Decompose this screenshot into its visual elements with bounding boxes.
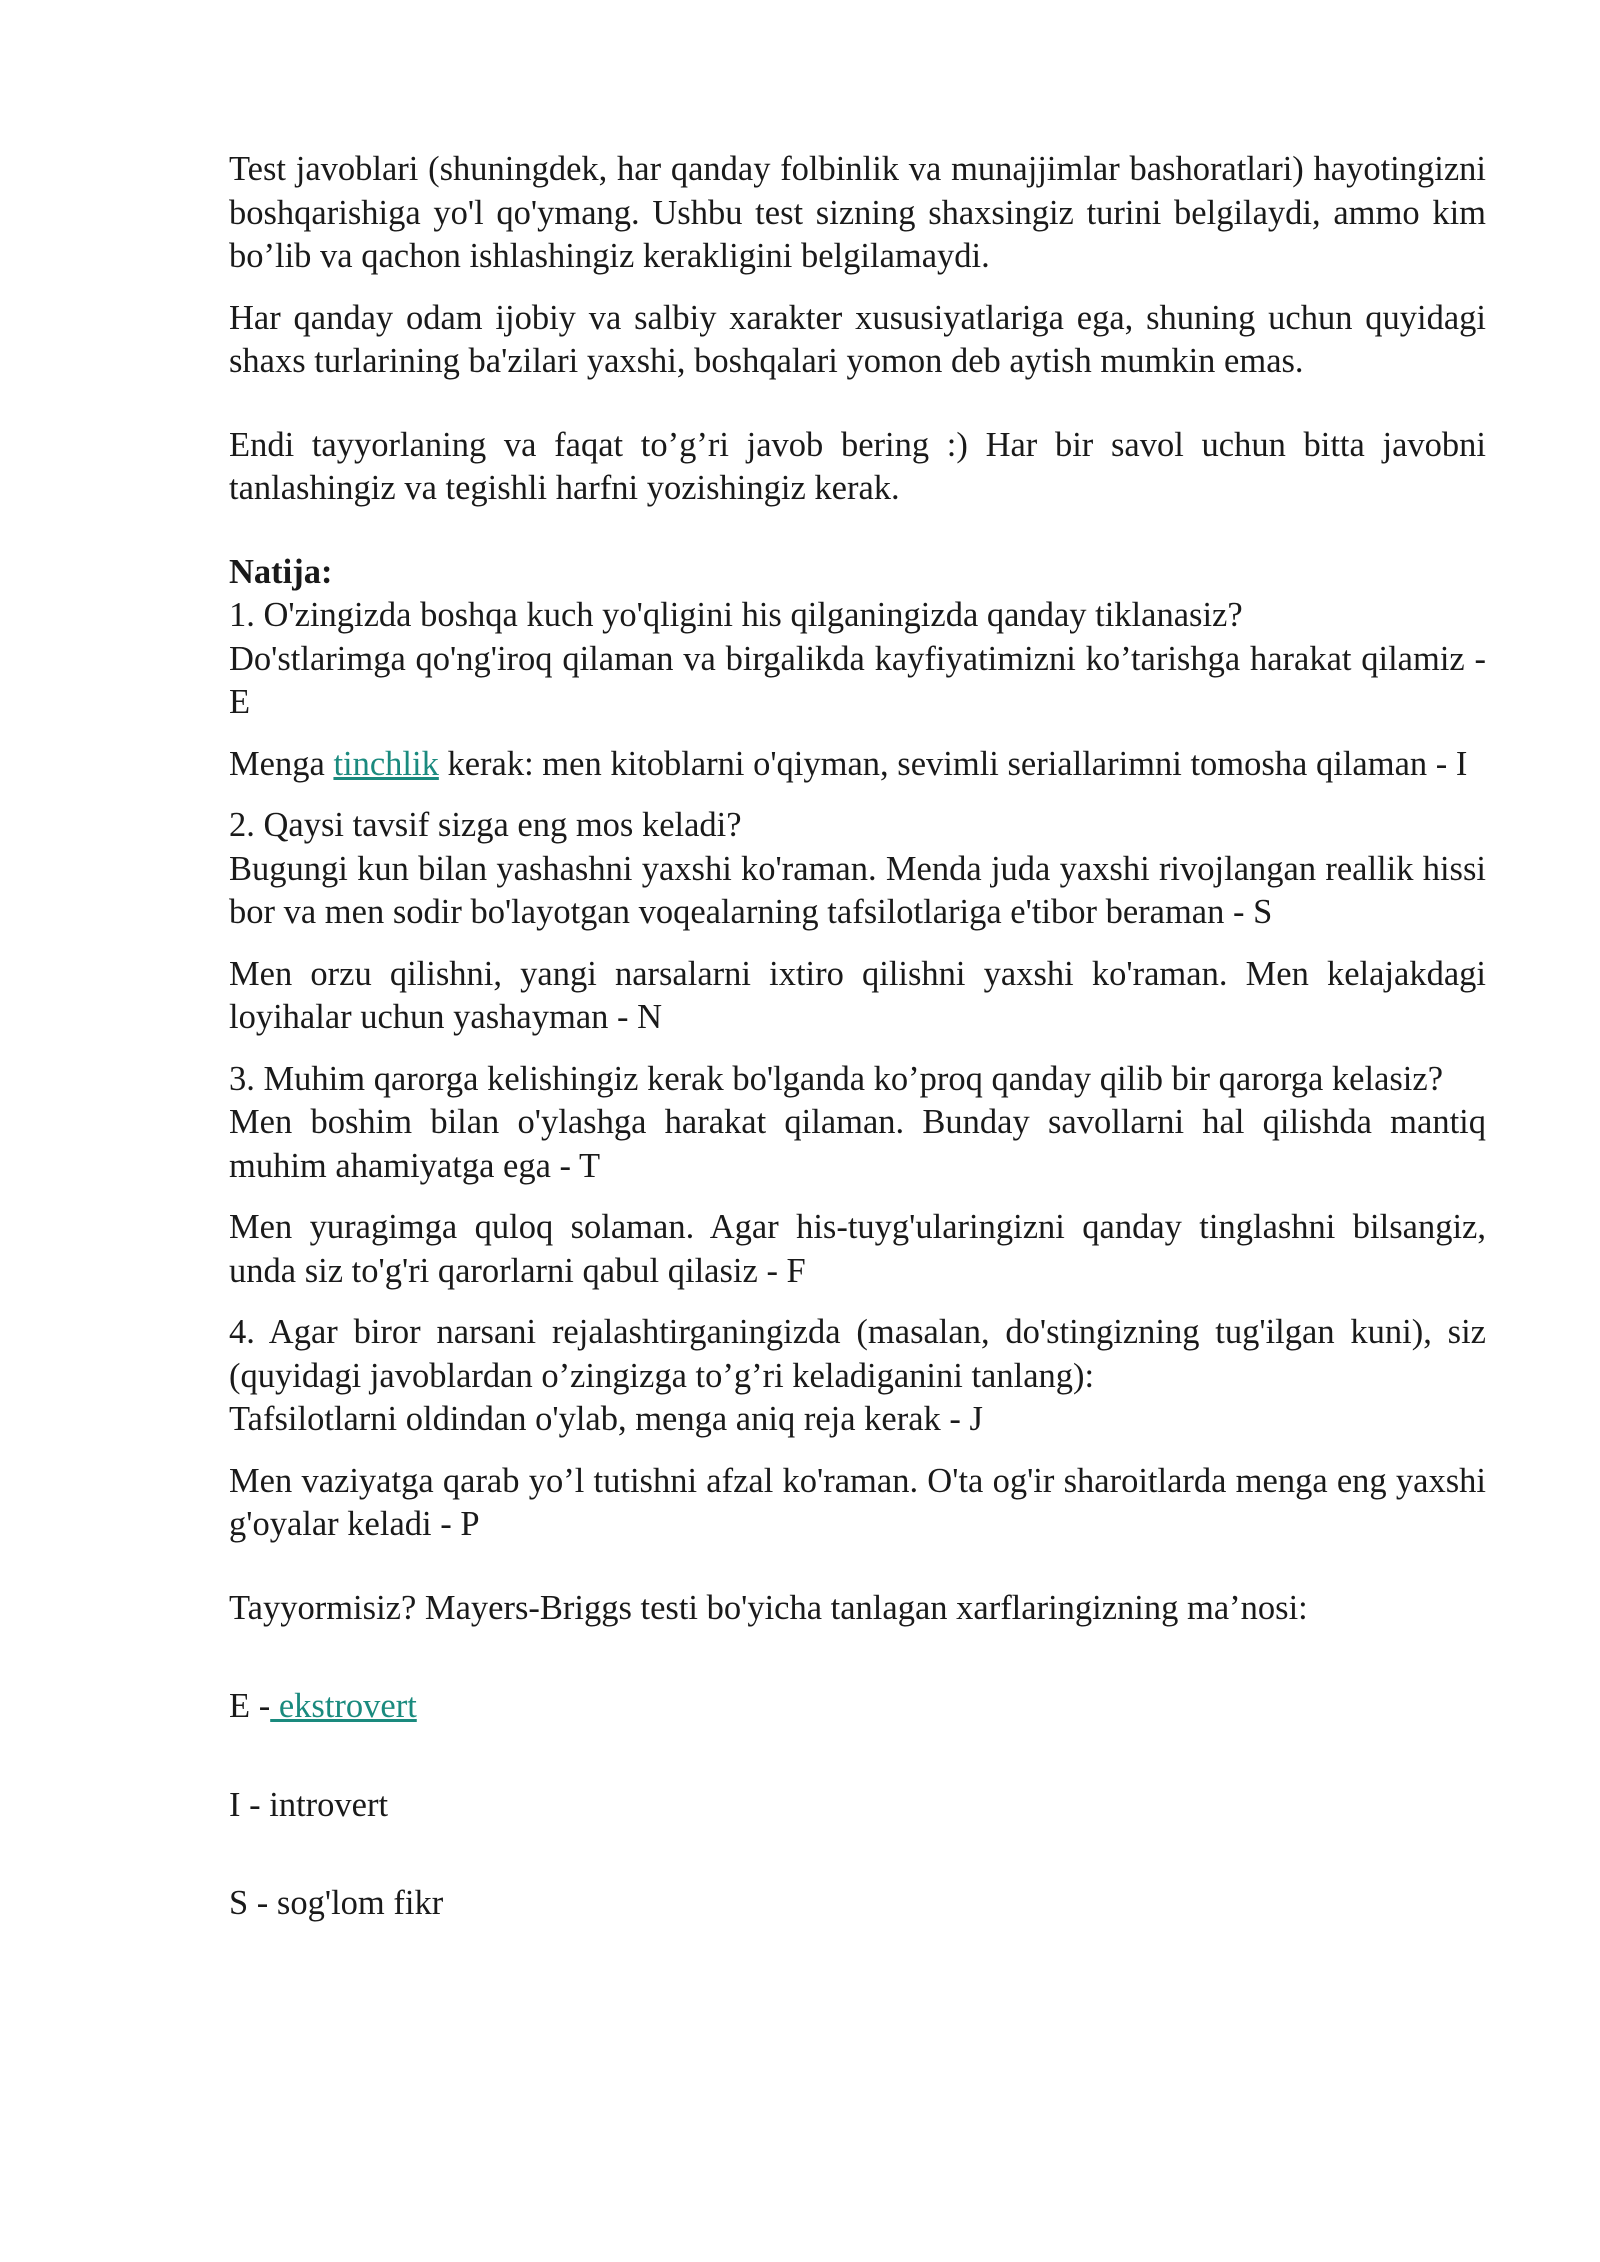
answer-text: kerak: men kitoblarni o'qiyman, sevimli seriallarimni tomosha qilaman - I [438,744,1468,783]
question-2-answer-n: Men orzu qilishni, yangi narsalarni ixtiro qilishni yaxshi ko'raman. Men kelajakdagi loyihalar uchun yashayman - N [229,954,1486,1036]
document-page [229,148,1486,1944]
spacer [229,1565,1486,1587]
answer-text: Menga [229,744,334,783]
spacer [229,402,1486,424]
spacer [229,1845,1486,1882]
intro-paragraph-1: Test javoblari (shuningdek, har qanday folbinlik va munajjimlar bashoratlari) hayotingizni boshqarishiga yo'l qo'ymang. Ushbu test sizning shaxsingiz turini belgilaydi, ammo kim bo’lib va qachon ishlashingiz kerakligini belgilamaydi. [229,150,1486,275]
question-3: 3. Muhim qarorga kelishingiz kerak bo'lganda ko’proq qanday qilib bir qarorga kelasiz? [229,1059,1444,1098]
letter-e [229,1685,1486,1729]
tinchlik-link[interactable]: tinchlik [333,744,439,783]
spacer [229,1648,1486,1685]
question-2: 2. Qaysi tavsif sizga eng mos keladi? [229,806,742,844]
question-1: 1. O'zingizda boshqa kuch yo'qligini his qilganingizda qanday tiklanasiz? [229,596,1243,634]
question-2-answer-s: Bugungi kun bilan yashashni yaxshi ko'raman. Menda juda yaxshi rivojlangan reallik hissi bor va men sodir bo'layotgan voqealarning tafsilotlariga e'tibor beraman - S [229,849,1486,931]
question-1-answer-e: Do'stlarimga qo'ng'iroq qilaman va birgalikda kayfiyatimizni ko’tarishga harakat qilamiz - E [229,639,1486,721]
question-1-answer-i [229,743,1486,787]
letter-s: S - sog'lom fikr [229,1884,444,1922]
intro-paragraph-3: Endi tayyorlaning va faqat to’g’ri javob bering :) Har bir savol uchun bitta javobni tanlashingiz va tegishli harfni yozishingiz kerak. [229,425,1486,507]
result-heading: Natija: [229,552,333,591]
spacer [229,1747,1486,1784]
spacer [229,529,1486,551]
question-4-answer-p: Men vaziyatga qarab yo’l tutishni afzal ko'raman. O'ta og'ir sharoitlarda menga eng yaxshi g'oyalar keladi - P [229,1461,1486,1543]
intro-paragraph-2: Har qanday odam ijobiy va salbiy xarakter xususiyatlariga ega, shuning uchun quyidagi shaxs turlarining ba'zilari yaxshi, boshqalari yomon deb aytish mumkin emas. [229,298,1486,380]
ekstrovert-link[interactable]: ekstrovert [270,1687,417,1725]
question-4-answer-j: Tafsilotlarni oldindan o'ylab, menga aniq reja kerak - J [229,1400,983,1438]
question-3-answer-f: Men yuragimga quloq solaman. Agar his-tuyg'ularingizni qanday tinglashni bilsangiz, unda siz to'g'ri qarorlarni qabul qilasiz - F [229,1208,1486,1290]
letter-e-prefix: E - [229,1687,271,1725]
question-3-answer-t: Men boshim bilan o'ylashga harakat qilaman. Bunday savollarni hal qilishda mantiq muhim ahamiyatga ega - T [229,1103,1486,1185]
question-4: 4. Agar biror narsani rejalashtirganingizda (masalan, do'stingizning tug'ilgan kuni), siz (quyidagi javoblardan o’zingizga to’g’ri keladiganini tanlang): [229,1313,1486,1395]
summary-text: Tayyormisiz? Mayers-Briggs testi bo'yicha tanlagan xarflaringizning ma’nosi: [229,1588,1308,1627]
letter-i: I - introvert [229,1785,389,1824]
